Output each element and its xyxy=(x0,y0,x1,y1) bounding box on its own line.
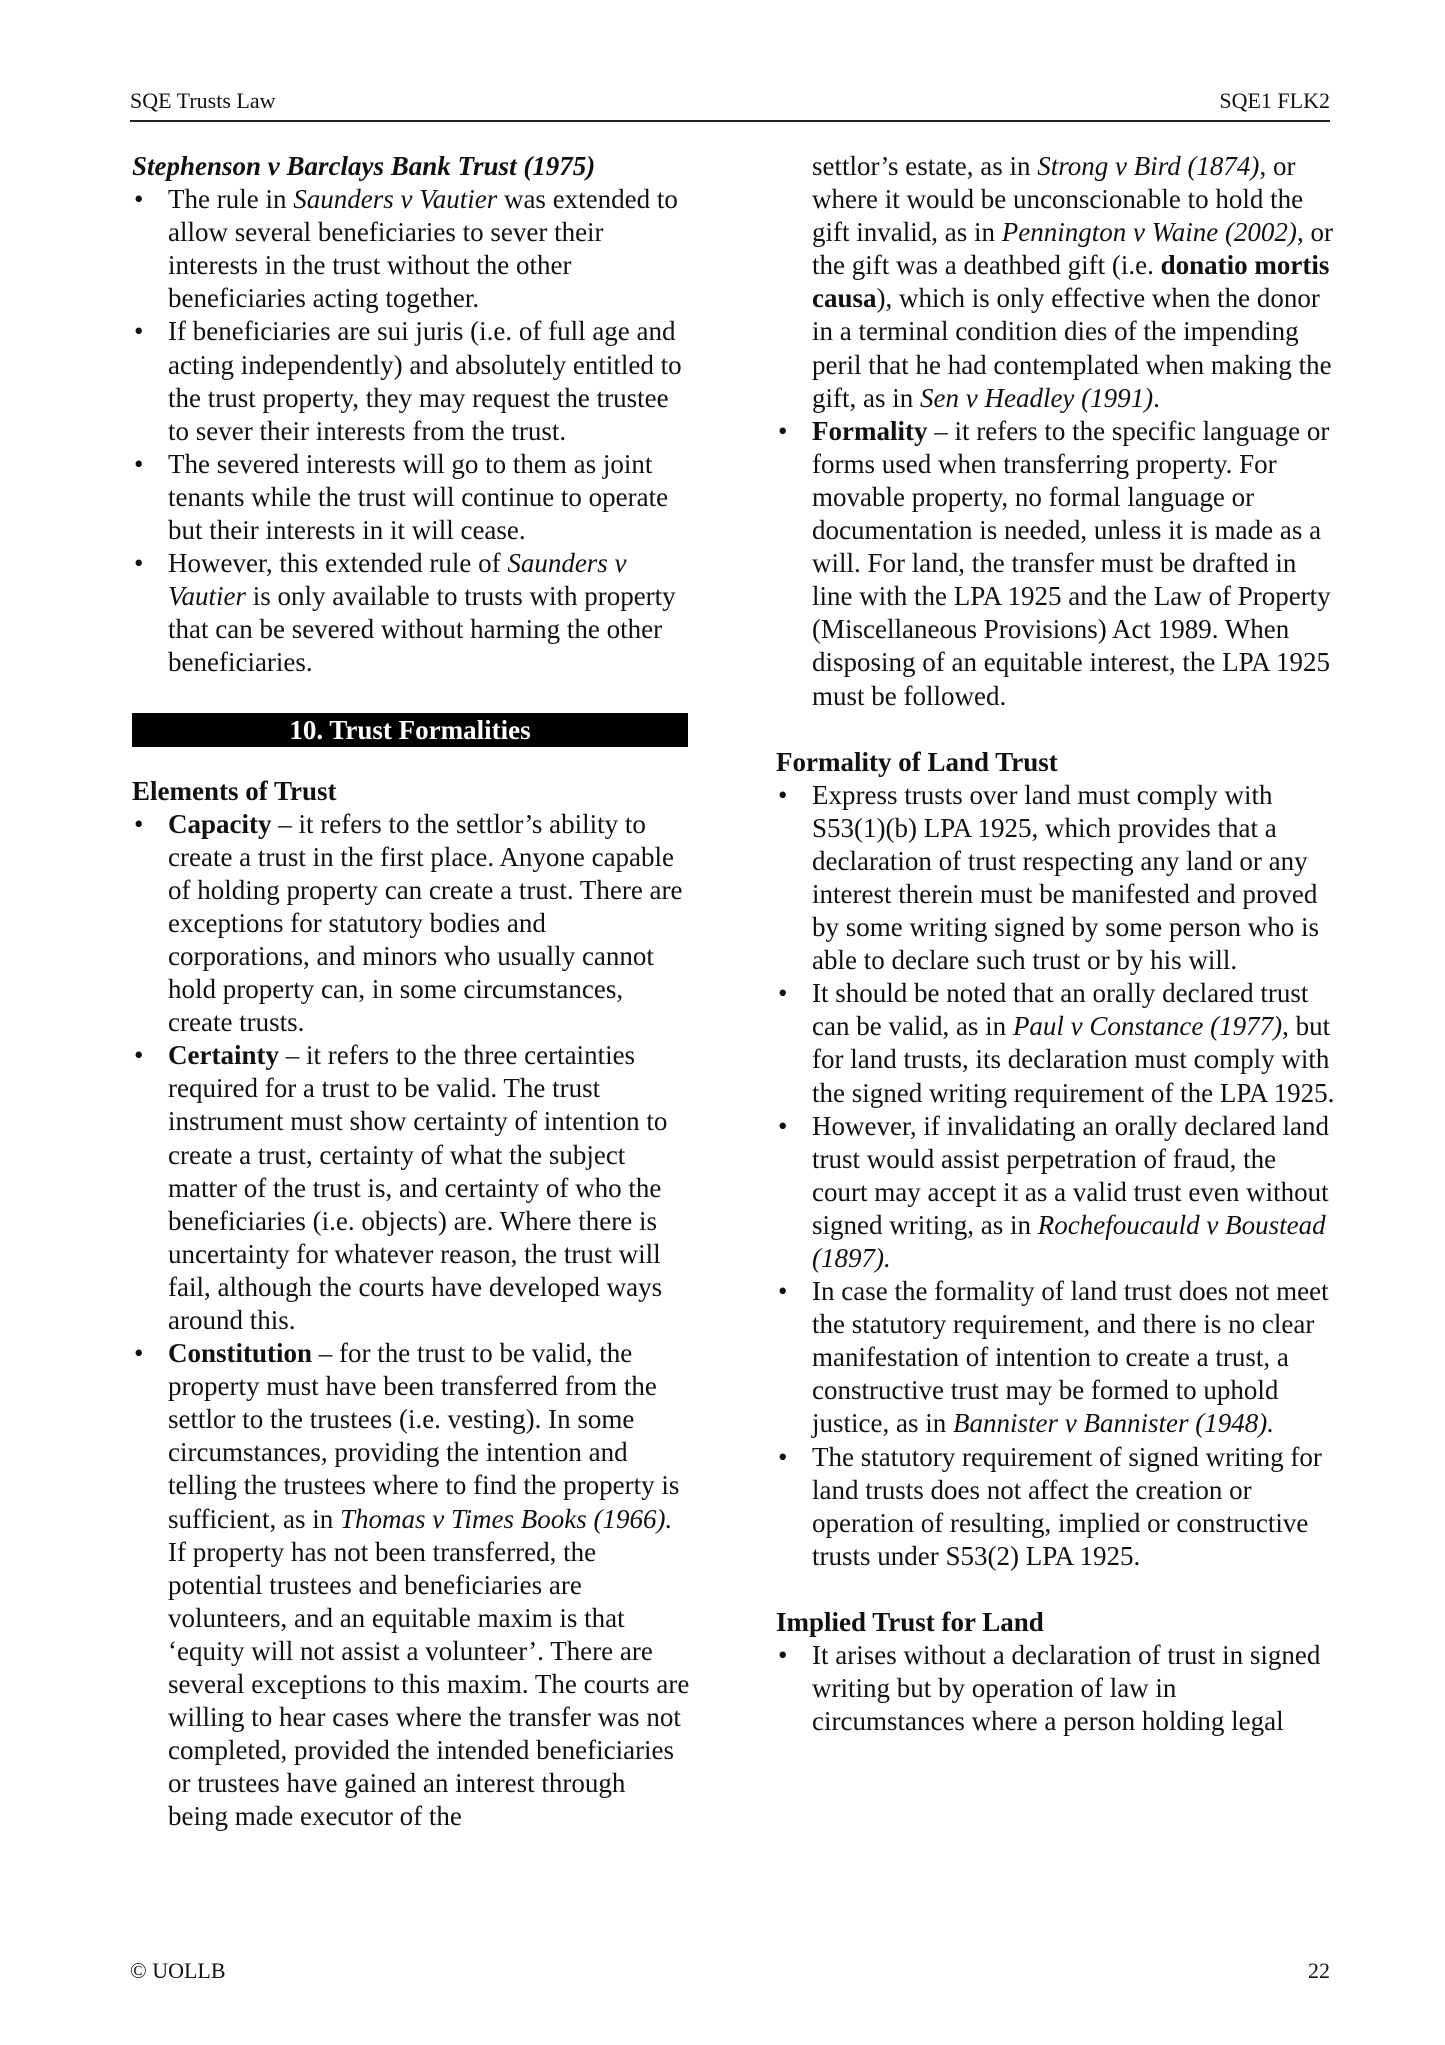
land-trust-subheading: Formality of Land Trust xyxy=(776,746,1058,777)
list-item: • However, this extended rule of Saunders v Vautier is only available to trusts with property that can be severed without harming the other beneficiaries. xyxy=(134,548,676,678)
bullet-icon: • xyxy=(134,1040,144,1071)
list-item: • The statutory requirement of signed writing for land trusts does not affect the creation or operation of resulting, implied or constructive trusts under S53(2) LPA 1925. xyxy=(778,1441,1322,1571)
list-item: • In case the formality of land trust does not meet the statutory requirement, and there is no clear manifestation of intention to create a trust, a constructive trust may be formed to uphold justice, as in Bannister v Bannister (1948). xyxy=(778,1276,1329,1439)
list-item: • The rule in Saunders v Vautier was extended to allow several beneficiaries to sever their interests in the trust without the other beneficiaries acting together. xyxy=(134,184,678,314)
list-item: • If beneficiaries are sui juris (i.e. of full age and acting independently) and absolutely entitled to the trust property, they may request the trustee to sever their interests from the trust. xyxy=(134,316,682,446)
copyright-footer: © UOLLB xyxy=(130,1958,226,1983)
bullet-icon: • xyxy=(778,415,788,446)
bullet-icon: • xyxy=(778,1110,788,1141)
list-item: • However, if invalidating an orally declared land trust would assist perpetration of fraud, the court may accept it as a valid trust even without signed writing, as in Rochefoucauld v Boustead (1897). xyxy=(778,1110,1329,1273)
list-item: • Certainty – it refers to the three certainties required for a trust to be valid. The trust instrument must show certainty of intention to create a trust, certainty of what the subject matter of the trust is, and certainty of who the beneficiaries (i.e. objects) are. Where there is uncertainty for whatever reason, the trust will fail, although the courts have developed ways around this. xyxy=(134,1040,668,1335)
implied-bullet-list xyxy=(776,1639,1336,1738)
elements-bullet-list xyxy=(132,808,692,1834)
bullet-icon: • xyxy=(134,316,144,347)
list-item: • Constitution – for the trust to be valid, the property must have been transferred from the settlor to the trustees (i.e. vesting). In some circumstances, providing the intention and telling the trustees where to find the property is sufficient, as in Thomas v Times Books (1966). If property has not been transferred, the potential trustees and beneficiaries are volunteers, and an equitable maxim is that ‘equity will not assist a volunteer’. There are several exceptions to this maxim. The courts are willing to hear cases where the transfer was not completed, provided the intended beneficiaries or trustees have gained an interest through being made executor of the xyxy=(134,1338,690,1832)
implied-trust-subheading: Implied Trust for Land xyxy=(776,1606,1044,1637)
page-number: 22 xyxy=(1308,1958,1330,1983)
case-heading: Stephenson v Barclays Bank Trust (1975) xyxy=(132,151,596,181)
case-bullet-list xyxy=(132,183,692,679)
formality-bullet-list xyxy=(776,415,1336,713)
section-title-bar: 10. Trust Formalities xyxy=(132,713,688,747)
page-header xyxy=(130,88,1330,122)
list-item: • Express trusts over land must comply with S53(1)(b) LPA 1925, which provides that a declaration of trust respecting any land or any interest therein must be manifested and proved by some writing signed by some person who is able to declare such trust or by his will. xyxy=(778,779,1319,976)
list-item: • Formality – it refers to the specific language or forms used when transferring property. For movable property, no formal language or documentation is needed, unless it is made as a will. For land, the transfer must be drafted in line with the LPA 1925 and the Law of Property (Miscellaneous Provisions) Act 1989. When disposing of an equitable interest, the LPA 1925 must be followed. xyxy=(778,415,1331,711)
bullet-icon: • xyxy=(134,808,144,839)
bullet-icon: • xyxy=(778,1276,788,1307)
bullet-icon: • xyxy=(134,1338,144,1369)
bullet-icon: • xyxy=(134,184,144,215)
continuation-paragraph: settlor’s estate, as in Strong v Bird (1874), or where it would be unconscionable to hold the gift invalid, as in Pennington v Waine (2002), or the gift was a deathbed gift (i.e. donatio mortis causa), which is only effective when the donor in a terminal condition dies of the impending peril that he had contemplated when making the gift, as in Sen v Headley (1991). xyxy=(812,151,1333,413)
land-bullet-list xyxy=(776,779,1336,1573)
bullet-icon: • xyxy=(134,448,144,479)
bullet-icon: • xyxy=(778,1441,788,1472)
elements-subheading: Elements of Trust xyxy=(132,775,337,806)
list-item: • The severed interests will go to them as joint tenants while the trust will continue to operate but their interests in it will cease. xyxy=(134,448,669,546)
bullet-icon: • xyxy=(778,978,788,1009)
bullet-icon: • xyxy=(134,548,144,579)
header-code: SQE1 FLK2 xyxy=(1219,88,1330,113)
list-item: • Capacity – it refers to the settlor’s ability to create a trust in the first place. Anyone capable of holding property can create a trust. There are exceptions for statutory bodies and corporations, and minors who usually cannot hold property can, in some circumstances, create trusts. xyxy=(134,808,683,1038)
header-title: SQE Trusts Law xyxy=(130,88,276,113)
left-column xyxy=(132,150,692,1834)
list-item: • It arises without a declaration of trust in signed writing but by operation of law in circumstances where a person holding legal xyxy=(778,1640,1321,1737)
bullet-icon: • xyxy=(778,779,788,810)
right-column xyxy=(776,150,1336,1738)
list-item: • It should be noted that an orally declared trust can be valid, as in Paul v Constance (1977), but for land trusts, its declaration must comply with the signed writing requirement of the LPA 1925. xyxy=(778,978,1335,1108)
bullet-icon: • xyxy=(778,1640,788,1671)
